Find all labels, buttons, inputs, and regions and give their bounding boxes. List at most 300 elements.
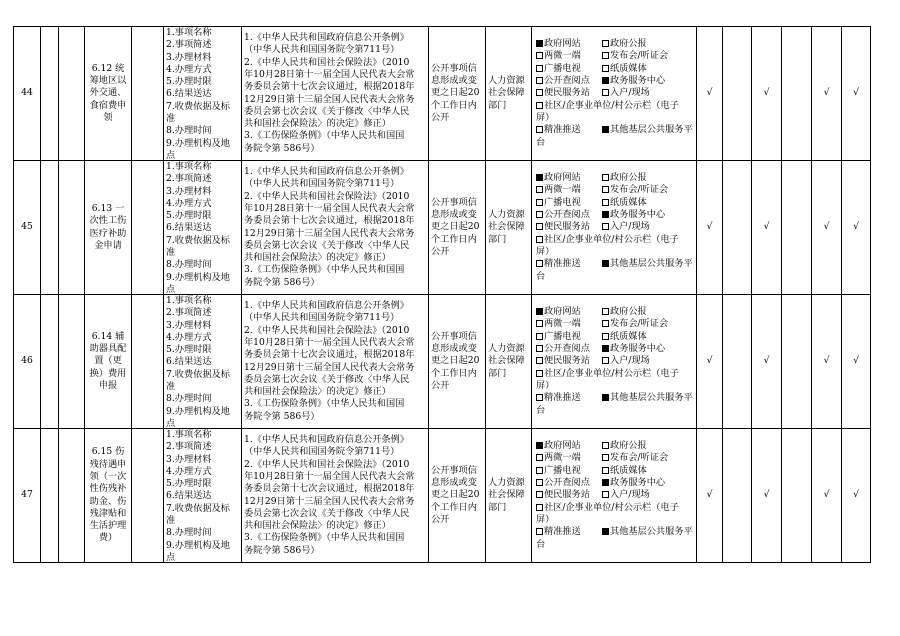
row-number-cell	[14, 161, 41, 295]
basis-line: 务院令第 586号）	[244, 410, 320, 422]
check-cell	[842, 161, 871, 295]
channel-line	[536, 75, 696, 87]
basis-cell	[242, 27, 429, 161]
unchecked-box-icon	[602, 467, 609, 474]
channel-label: 广播电视	[544, 62, 581, 74]
channel-option	[602, 221, 650, 233]
list-item: 9.办理机构及地	[166, 405, 230, 417]
department-cell	[486, 27, 532, 161]
list-item: 准	[166, 247, 176, 259]
check-mark: √	[706, 355, 713, 367]
item-name-cell	[85, 429, 132, 563]
channel-option	[602, 477, 665, 489]
table-row	[14, 161, 871, 295]
channel-label: 发布会/听证会	[610, 452, 669, 464]
unchecked-box-icon	[536, 454, 543, 461]
list-item: 2.事项简述	[166, 441, 212, 453]
unchecked-box-icon	[536, 333, 543, 340]
channel-line	[536, 112, 696, 124]
unchecked-box-icon	[602, 89, 609, 96]
channel-option	[536, 124, 602, 136]
list-item: 点	[166, 417, 176, 428]
item-name: 6.12 统筹地区以外交通、食宿费申领	[89, 62, 127, 123]
channel-label: 广播电视	[544, 464, 581, 476]
basis-cell	[242, 161, 429, 295]
channel-option	[536, 343, 602, 355]
channel-label: 政务服务中心	[610, 209, 666, 221]
department-cell	[486, 295, 532, 429]
check-cell	[697, 27, 723, 161]
channel-option	[536, 368, 679, 380]
list-item: 8.办理时间	[166, 125, 212, 137]
unchecked-box-icon	[602, 454, 609, 461]
unchecked-box-icon	[602, 491, 609, 498]
unchecked-box-icon	[536, 102, 543, 109]
basis-list	[244, 27, 428, 160]
unchecked-box-icon	[536, 89, 543, 96]
channel-label: 精准推送	[544, 526, 581, 538]
department-cell	[486, 161, 532, 295]
basis-line: 3.《工伤保险条例》（中华人民共和国国	[244, 130, 405, 142]
list-item: 1.事项名称	[166, 161, 212, 172]
list-item: 5.办理时限	[166, 76, 212, 88]
channel-option	[602, 355, 650, 367]
check-mark: √	[823, 87, 830, 99]
list-item: 1.事项名称	[166, 27, 212, 38]
basis-line: 年10月28日第十一届全国人民代表大会常	[244, 470, 415, 482]
blank-cell	[59, 429, 85, 563]
table-row	[14, 429, 871, 563]
basis-line: 委员会第七次会议《关于修改〈中华人民	[244, 373, 410, 385]
basis-line: 12月29日第十三届全国人民代表大会常务	[244, 227, 415, 239]
channel-label: 屏）	[536, 513, 555, 525]
channels-list	[534, 440, 696, 551]
basis-line: 12月29日第十三届全国人民代表大会常务	[244, 495, 415, 507]
channel-option	[536, 514, 554, 526]
channel-label: 两微一端	[544, 452, 581, 464]
check-mark: √	[763, 489, 770, 501]
list-item: 2.事项简述	[166, 39, 212, 51]
unchecked-box-icon	[602, 320, 609, 327]
channel-label: 政务服务中心	[610, 477, 666, 489]
basis-line: （中华人民共和国国务院令第711号）	[244, 446, 400, 458]
channel-label: 两微一端	[544, 318, 581, 330]
channel-label: 政府网站	[544, 440, 581, 452]
check-cell	[842, 27, 871, 161]
checked-box-icon	[602, 126, 609, 133]
channel-label: 便民服务站	[544, 355, 590, 367]
unchecked-box-icon	[536, 77, 543, 84]
channels-list	[534, 38, 696, 149]
channel-option	[536, 137, 545, 149]
item-name: 6.13 一次性工伤医疗补助金申请	[89, 202, 127, 251]
channel-line	[536, 331, 696, 343]
content-items-cell	[164, 27, 242, 161]
disclosure-time: 公开事项信息形成或变更之日起20个工作日内公开	[431, 464, 480, 525]
channel-option	[536, 526, 602, 538]
unchecked-box-icon	[536, 479, 543, 486]
list-item: 2.事项简述	[166, 173, 212, 185]
channel-label: 政务服务中心	[610, 343, 666, 355]
basis-line: （中华人民共和国国务院令第711号）	[244, 178, 400, 190]
channel-label: 便民服务站	[544, 87, 590, 99]
channel-label: 公开查阅点	[544, 75, 590, 87]
channel-line	[536, 514, 696, 526]
department: 人力资源社会保障部门	[488, 343, 525, 379]
channel-option	[536, 440, 602, 452]
unchecked-box-icon	[536, 236, 543, 243]
content-items-cell	[164, 295, 242, 429]
channel-line	[536, 209, 696, 221]
list-item: 9.办理机构及地	[166, 271, 230, 283]
basis-line: 务院令第 586号）	[244, 276, 320, 288]
unchecked-box-icon	[536, 528, 543, 535]
unchecked-box-icon	[602, 442, 609, 449]
row-number: 46	[21, 355, 33, 367]
disclosure-time-cell	[429, 295, 486, 429]
channels-cell	[532, 27, 697, 161]
basis-line: 务委员会第十七次会议通过，根据2018年	[244, 215, 415, 227]
list-item: 4.办理方式	[166, 465, 212, 477]
unchecked-box-icon	[602, 333, 609, 340]
check-cell	[752, 27, 782, 161]
checked-box-icon	[536, 174, 543, 181]
unchecked-box-icon	[536, 126, 543, 133]
basis-line: 3.《工伤保险条例》（中华人民共和国国	[244, 264, 405, 276]
disclosure-time: 公开事项信息形成或变更之日起20个工作日内公开	[431, 62, 480, 123]
channel-label: 公开查阅点	[544, 477, 590, 489]
basis-line: 年10月28日第十一届全国人民代表大会常	[244, 202, 415, 214]
list-item: 6.结果送达	[166, 222, 212, 234]
channel-line	[536, 38, 696, 50]
basis-line: 务院令第 586号）	[244, 142, 320, 154]
channel-label: 广播电视	[544, 196, 581, 208]
basis-list	[244, 429, 428, 562]
channel-label: 入户/现场	[610, 355, 650, 367]
basis-line: 务委员会第十七次会议通过，根据2018年	[244, 349, 415, 361]
channel-label: 便民服务站	[544, 489, 590, 501]
table-row	[14, 27, 871, 161]
list-item: 8.办理时间	[166, 527, 212, 539]
channel-option	[602, 343, 665, 355]
channel-line	[536, 197, 696, 209]
basis-list	[244, 295, 428, 428]
channel-option	[536, 209, 602, 221]
basis-line: 1.《中华人民共和国政府信息公开条例》	[244, 32, 409, 44]
channel-line	[536, 184, 696, 196]
check-cell	[842, 429, 871, 563]
channel-option	[536, 477, 602, 489]
check-cell	[812, 429, 842, 563]
channel-line	[536, 440, 696, 452]
list-item: 4.办理方式	[166, 197, 212, 209]
unchecked-box-icon	[536, 345, 543, 352]
channel-label: 纸质媒体	[610, 330, 647, 342]
check-mark: √	[853, 221, 859, 233]
basis-line: 共和国社会保险法〉的决定》修正）	[244, 520, 391, 532]
blank-cell	[59, 27, 85, 161]
item-name: 6.15 伤残待遇申领（一次性伤残补助金、伤残津贴和生活护理费）	[89, 446, 127, 544]
list-item: 7.收费依据及标	[166, 234, 230, 246]
channel-line	[536, 392, 696, 404]
channel-option	[602, 124, 693, 136]
channels-list	[534, 172, 696, 283]
checked-box-icon	[602, 528, 609, 535]
blank-cell	[41, 429, 59, 563]
channel-line	[536, 355, 696, 367]
channel-label: 政府公报	[610, 172, 647, 184]
channel-label: 台	[536, 136, 546, 148]
basis-line: 2.《中华人民共和国社会保险法》（2010	[244, 458, 410, 470]
check-mark: √	[706, 87, 713, 99]
channel-option	[536, 100, 679, 112]
channel-line	[536, 63, 696, 75]
checked-box-icon	[602, 394, 609, 401]
check-cell	[752, 161, 782, 295]
channel-label: 入户/现场	[610, 221, 650, 233]
list-item: 6.结果送达	[166, 490, 212, 502]
check-mark: √	[763, 355, 770, 367]
channel-line	[536, 526, 696, 538]
list-item: 1.事项名称	[166, 429, 212, 440]
content-items-cell	[164, 429, 242, 563]
channel-label: 社区/企事业单位/村公示栏（电子	[544, 367, 679, 379]
check-cell	[723, 295, 752, 429]
check-cell	[697, 429, 723, 563]
row-number-cell	[14, 295, 41, 429]
channel-option	[536, 355, 602, 367]
list-item: 9.办理机构及地	[166, 539, 230, 551]
content-items-list	[166, 295, 241, 428]
department: 人力资源社会保障部门	[488, 75, 525, 111]
channel-label: 纸质媒体	[610, 464, 647, 476]
channel-option	[536, 50, 602, 62]
basis-line: 2.《中华人民共和国社会保险法》（2010	[244, 190, 410, 202]
item-name-cell	[85, 161, 132, 295]
channel-option	[536, 197, 602, 209]
basis-line: 委员会第七次会议《关于修改〈中华人民	[244, 507, 410, 519]
list-item: 3.办理材料	[166, 185, 212, 197]
check-mark: √	[763, 87, 770, 99]
channel-line	[536, 380, 696, 392]
channel-option	[536, 318, 602, 330]
list-item: 准	[166, 113, 176, 125]
check-mark: √	[853, 87, 859, 99]
check-cell	[812, 27, 842, 161]
row-number: 47	[21, 489, 33, 501]
channel-option	[536, 502, 679, 514]
channel-option	[536, 380, 554, 392]
channel-label: 广播电视	[544, 330, 581, 342]
list-item: 2.事项简述	[166, 307, 212, 319]
check-cell	[782, 27, 812, 161]
blank-cell	[41, 27, 59, 161]
channels-cell	[532, 295, 697, 429]
channel-option	[536, 539, 545, 551]
row-number: 45	[21, 221, 33, 233]
channels-cell	[532, 161, 697, 295]
list-item: 8.办理时间	[166, 393, 212, 405]
check-mark: √	[763, 221, 770, 233]
channel-label: 屏）	[536, 379, 555, 391]
check-cell	[812, 161, 842, 295]
list-item: 6.结果送达	[166, 88, 212, 100]
channel-option	[602, 331, 647, 343]
list-item: 7.收费依据及标	[166, 368, 230, 380]
channel-option	[536, 465, 602, 477]
check-mark: √	[823, 221, 830, 233]
basis-line: 务院令第 586号）	[244, 544, 320, 556]
channel-label: 公开查阅点	[544, 343, 590, 355]
basis-line: 共和国社会保险法〉的决定》修正）	[244, 386, 391, 398]
checked-box-icon	[536, 442, 543, 449]
check-cell	[723, 429, 752, 563]
channel-label: 公开查阅点	[544, 209, 590, 221]
unchecked-box-icon	[536, 52, 543, 59]
checked-box-icon	[536, 40, 543, 47]
channel-line	[536, 539, 696, 551]
list-item: 3.办理材料	[166, 319, 212, 331]
channel-option	[602, 38, 647, 50]
list-item: 8.办理时间	[166, 259, 212, 271]
channel-label: 其他基层公共服务平	[610, 526, 693, 538]
content-items-list	[166, 429, 241, 562]
unchecked-box-icon	[602, 174, 609, 181]
basis-line: （中华人民共和国国务院令第711号）	[244, 312, 400, 324]
channel-option	[536, 405, 545, 417]
unchecked-box-icon	[602, 40, 609, 47]
content-items-cell	[164, 161, 242, 295]
check-mark: √	[853, 355, 859, 367]
basis-line: 委员会第七次会议《关于修改〈中华人民	[244, 105, 410, 117]
blank-cell	[59, 161, 85, 295]
basis-line: 2.《中华人民共和国社会保险法》（2010	[244, 324, 410, 336]
channel-option	[536, 87, 602, 99]
content-items-list	[166, 27, 241, 160]
basis-line: 2.《中华人民共和国社会保险法》（2010	[244, 56, 410, 68]
unchecked-box-icon	[536, 211, 543, 218]
check-cell	[782, 161, 812, 295]
basis-line: （中华人民共和国国务院令第711号）	[244, 44, 400, 56]
channel-line	[536, 234, 696, 246]
channel-line	[536, 465, 696, 477]
check-cell	[752, 295, 782, 429]
checked-box-icon	[602, 77, 609, 84]
check-cell	[697, 161, 723, 295]
row-number-cell	[14, 429, 41, 563]
check-mark: √	[706, 221, 713, 233]
channel-option	[602, 75, 665, 87]
channel-label: 其他基层公共服务平	[610, 124, 693, 136]
basis-line: 委员会第七次会议《关于修改〈中华人民	[244, 239, 410, 251]
channel-option	[536, 38, 602, 50]
list-item: 7.收费依据及标	[166, 502, 230, 514]
list-item: 5.办理时限	[166, 344, 212, 356]
checked-box-icon	[602, 479, 609, 486]
channel-label: 屏）	[536, 245, 555, 257]
row-number-cell	[14, 27, 41, 161]
basis-line: 12月29日第十三届全国人民代表大会常务	[244, 361, 415, 373]
channel-option	[536, 112, 554, 124]
channel-option	[536, 489, 602, 501]
channel-label: 其他基层公共服务平	[610, 392, 693, 404]
list-item: 4.办理方式	[166, 331, 212, 343]
disclosure-time: 公开事项信息形成或变更之日起20个工作日内公开	[431, 330, 480, 391]
unchecked-box-icon	[602, 52, 609, 59]
item-name: 6.14 辅助器具配置（更换）费用申报	[89, 330, 127, 391]
channel-option	[602, 318, 668, 330]
channel-label: 精准推送	[544, 258, 581, 270]
channel-label: 其他基层公共服务平	[610, 258, 693, 270]
department: 人力资源社会保障部门	[488, 209, 525, 245]
basis-line: 3.《工伤保险条例》（中华人民共和国国	[244, 532, 405, 544]
channel-label: 入户/现场	[610, 489, 650, 501]
basis-line: 12月29日第十三届全国人民代表大会常务	[244, 93, 415, 105]
list-item: 1.事项名称	[166, 295, 212, 306]
list-item: 5.办理时限	[166, 210, 212, 222]
channel-option	[536, 184, 602, 196]
checked-box-icon	[602, 260, 609, 267]
table-row	[14, 295, 871, 429]
unchecked-box-icon	[536, 260, 543, 267]
channel-line	[536, 405, 696, 417]
unchecked-box-icon	[602, 65, 609, 72]
check-cell	[723, 161, 752, 295]
check-mark: √	[853, 489, 859, 501]
channel-option	[536, 392, 602, 404]
channel-line	[536, 221, 696, 233]
disclosure-time-cell	[429, 161, 486, 295]
channel-line	[536, 368, 696, 380]
check-mark: √	[823, 489, 830, 501]
channel-option	[536, 63, 602, 75]
basis-cell	[242, 295, 429, 429]
channel-option	[602, 526, 693, 538]
channel-option	[536, 246, 554, 258]
check-cell	[752, 429, 782, 563]
list-item: 点	[166, 551, 176, 562]
channel-label: 纸质媒体	[610, 62, 647, 74]
channel-label: 政府公报	[610, 38, 647, 50]
channel-label: 两微一端	[544, 184, 581, 196]
channel-line	[536, 489, 696, 501]
check-cell	[812, 295, 842, 429]
blank-cell	[132, 161, 164, 295]
department-cell	[486, 429, 532, 563]
disclosure-time-cell	[429, 429, 486, 563]
channel-label: 政务服务中心	[610, 75, 666, 87]
unchecked-box-icon	[536, 357, 543, 364]
blank-cell	[59, 295, 85, 429]
channel-label: 社区/企事业单位/村公示栏（电子	[544, 99, 679, 111]
unchecked-box-icon	[536, 467, 543, 474]
channel-label: 社区/企事业单位/村公示栏（电子	[544, 501, 679, 513]
channel-label: 发布会/听证会	[610, 318, 669, 330]
channel-option	[602, 172, 647, 184]
channel-option	[602, 209, 665, 221]
list-item: 准	[166, 381, 176, 393]
list-item: 3.办理材料	[166, 453, 212, 465]
channel-option	[602, 465, 647, 477]
channel-line	[536, 502, 696, 514]
channel-option	[536, 234, 679, 246]
unchecked-box-icon	[536, 491, 543, 498]
channel-label: 两微一端	[544, 50, 581, 62]
list-item: 4.办理方式	[166, 63, 212, 75]
channel-label: 政府网站	[544, 172, 581, 184]
channels-cell	[532, 429, 697, 563]
basis-line: 务委员会第十七次会议通过，根据2018年	[244, 81, 415, 93]
